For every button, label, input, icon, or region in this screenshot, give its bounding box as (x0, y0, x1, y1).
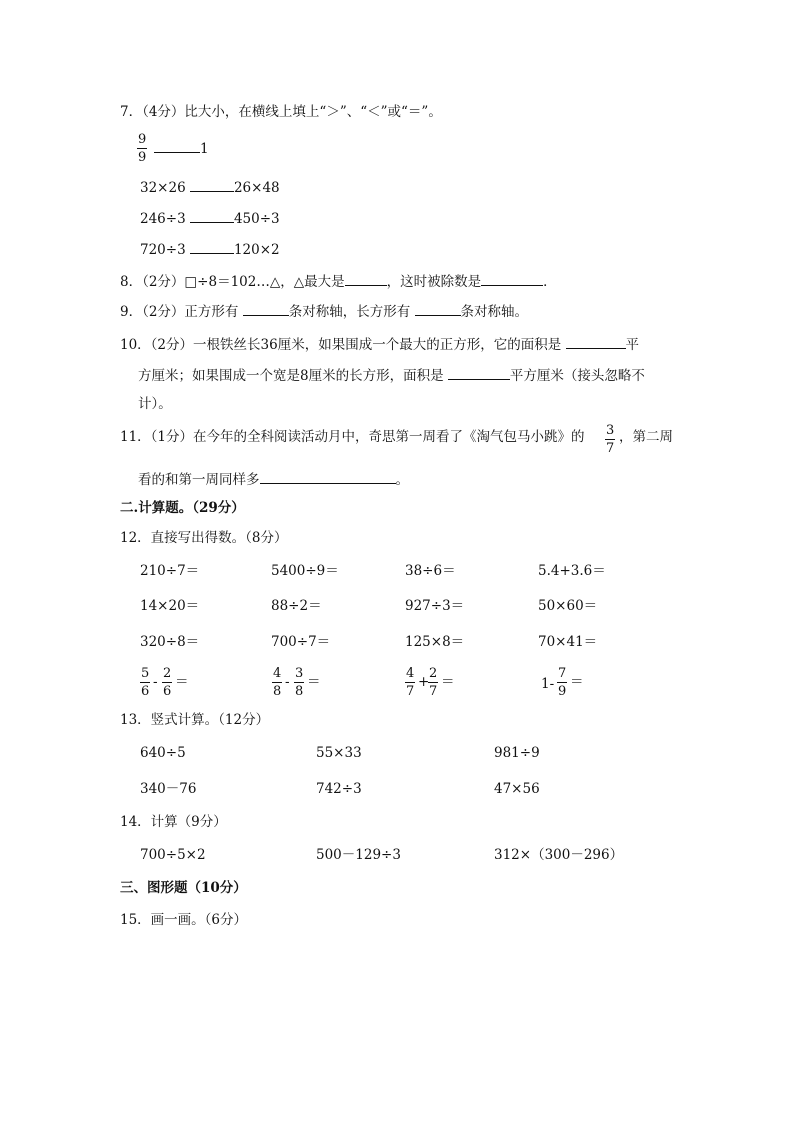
q12-f2-op: - (285, 674, 290, 690)
q13-r2c2: 742÷3 (316, 781, 362, 797)
q8-text-b: ，这时被除数是 (386, 274, 482, 290)
section-3-heading: 三、图形题（10分） (120, 880, 247, 896)
q10-text-2a: 方厘米；如果围成一个宽是8厘米的长方形，面积是 (138, 368, 448, 384)
answer-blank[interactable] (481, 273, 543, 286)
q12-r1c4: 5.4+3.6＝ (538, 563, 606, 579)
q11-fraction-denominator: 7 (606, 441, 615, 456)
q14-item1: 700÷5×2 (140, 847, 206, 863)
q14-item2: 500－129÷3 (316, 847, 401, 863)
q12-f2-frac-b (294, 667, 304, 698)
q12-r2c2: 88÷2＝ (271, 598, 322, 614)
q7-row2-right: 26×48 (233, 180, 280, 196)
answer-blank[interactable] (243, 303, 289, 316)
q10-line2 (138, 367, 645, 384)
answer-blank[interactable] (190, 210, 234, 223)
q11-fraction (605, 424, 615, 455)
q14-item3: 312×（300－296） (494, 847, 624, 863)
q12-f1-frac-a (140, 667, 150, 698)
q7-row4-left: 720÷3 (140, 242, 186, 258)
q10-text-1a: 10．（2分）一根铁丝长36厘米，如果围成一个最大的正方形，它的面积是 (120, 337, 566, 353)
q14-title: 14．计算（9分） (120, 814, 227, 830)
q7-row4 (140, 241, 280, 258)
q10-text-2b: 平方厘米（接头忽略不 (509, 368, 645, 384)
q12-r3c3: 125×8＝ (405, 634, 465, 650)
denominator: 9 (558, 684, 567, 699)
q12-title: 12．直接写出得数。（8分） (120, 530, 288, 546)
answer-blank[interactable] (415, 303, 461, 316)
q13-title: 13．竖式计算。（12分） (120, 712, 270, 728)
q13-r2c3: 47×56 (494, 781, 540, 797)
q12-r3c4: 70×41＝ (538, 634, 598, 650)
q12-r3c1: 320÷8＝ (140, 634, 200, 650)
q12-f3-frac-a (405, 667, 415, 698)
q8 (120, 273, 557, 290)
numerator: 2 (429, 666, 438, 681)
q12-f1-eq: ＝ (175, 674, 189, 690)
numerator: 7 (558, 666, 567, 681)
q7-row3 (140, 210, 280, 227)
q12-f2-frac-a (272, 667, 282, 698)
q7-row4-right: 120×2 (233, 242, 280, 258)
q7-fraction (137, 133, 147, 164)
q13-r1c1: 640÷5 (140, 745, 186, 761)
denominator: 8 (273, 684, 282, 699)
q9-text-b: 条对称轴，长方形有 (288, 304, 415, 320)
q9 (120, 303, 528, 320)
q13-r1c3: 981÷9 (494, 745, 540, 761)
q11-text-2a: 看的和第一周同样多 (138, 472, 260, 488)
answer-blank[interactable] (448, 367, 510, 380)
q8-text-c: ． (543, 274, 557, 290)
answer-blank[interactable] (190, 241, 234, 254)
q12-r3c2: 700÷7＝ (271, 634, 331, 650)
q12-f1-frac-b (162, 667, 172, 698)
q7-fraction-denominator: 9 (138, 150, 147, 165)
answer-blank[interactable] (566, 336, 626, 349)
answer-blank[interactable] (190, 179, 234, 192)
q10-line1 (120, 336, 639, 353)
q11-line2 (138, 471, 409, 488)
q7-row2 (140, 179, 280, 196)
q15-title: 15．画一画。（6分） (120, 912, 248, 928)
q12-f3-eq: ＝ (441, 674, 455, 690)
q11-text-2b: 。 (395, 472, 409, 488)
q7-fraction-numerator: 9 (138, 132, 147, 147)
q11-line1-end: ，第二周 (619, 429, 673, 445)
q8-text-a: 8．（2分）□÷8＝102…△，△最大是 (120, 274, 345, 290)
denominator: 6 (141, 684, 150, 699)
q9-text-a: 9．（2分）正方形有 (120, 304, 243, 320)
numerator: 5 (141, 666, 150, 681)
q7-prompt: 7．（4分）比大小，在横线上填上“＞”、“＜”或“＝”。 (120, 104, 442, 120)
denominator: 7 (406, 684, 415, 699)
q12-r2c3: 927÷3＝ (405, 598, 465, 614)
q12-r2c4: 50×60＝ (538, 598, 598, 614)
section-2-heading: 二.计算题。（29分） (120, 500, 245, 516)
q13-r2c1: 340－76 (140, 781, 197, 797)
q10-line3: 计）。 (138, 396, 172, 412)
q11-line1 (120, 431, 585, 445)
q12-f1-op: - (153, 674, 158, 690)
denominator: 7 (429, 684, 438, 699)
answer-blank[interactable] (154, 140, 200, 153)
denominator: 8 (295, 684, 304, 699)
numerator: 3 (295, 666, 304, 681)
q7-row2-left: 32×26 (140, 180, 186, 196)
q11-fraction-numerator: 3 (606, 423, 615, 438)
q7-row1 (154, 140, 209, 157)
numerator: 4 (406, 666, 415, 681)
q7-row1-right: 1 (200, 141, 209, 157)
q12-f3-frac-b (428, 667, 438, 698)
q10-text-1b: 平 (625, 337, 639, 353)
q11-text-1a: 11．（1分）在今年的全科阅读活动月中，奇思第一周看了《淘气包马小跳》的 (120, 429, 585, 445)
answer-blank[interactable] (260, 471, 396, 484)
answer-blank[interactable] (345, 273, 387, 286)
q12-r2c1: 14×20＝ (140, 598, 200, 614)
q12-f4-eq: ＝ (570, 674, 584, 690)
q12-f2-eq: ＝ (307, 674, 321, 690)
denominator: 6 (163, 684, 172, 699)
q12-r1c3: 38÷6＝ (405, 563, 456, 579)
q12-f4-frac (557, 667, 567, 698)
numerator: 2 (163, 666, 172, 681)
numerator: 4 (273, 666, 282, 681)
q12-f4-pre: 1- (541, 676, 555, 692)
q12-f3-op: + (418, 674, 430, 690)
q9-text-c: 条对称轴。 (460, 304, 529, 320)
q7-row3-left: 246÷3 (140, 211, 186, 227)
q12-r1c1: 210÷7＝ (140, 563, 200, 579)
q7-row3-right: 450÷3 (233, 211, 280, 227)
q13-r1c2: 55×33 (316, 745, 362, 761)
q12-r1c2: 5400÷9＝ (271, 563, 339, 579)
